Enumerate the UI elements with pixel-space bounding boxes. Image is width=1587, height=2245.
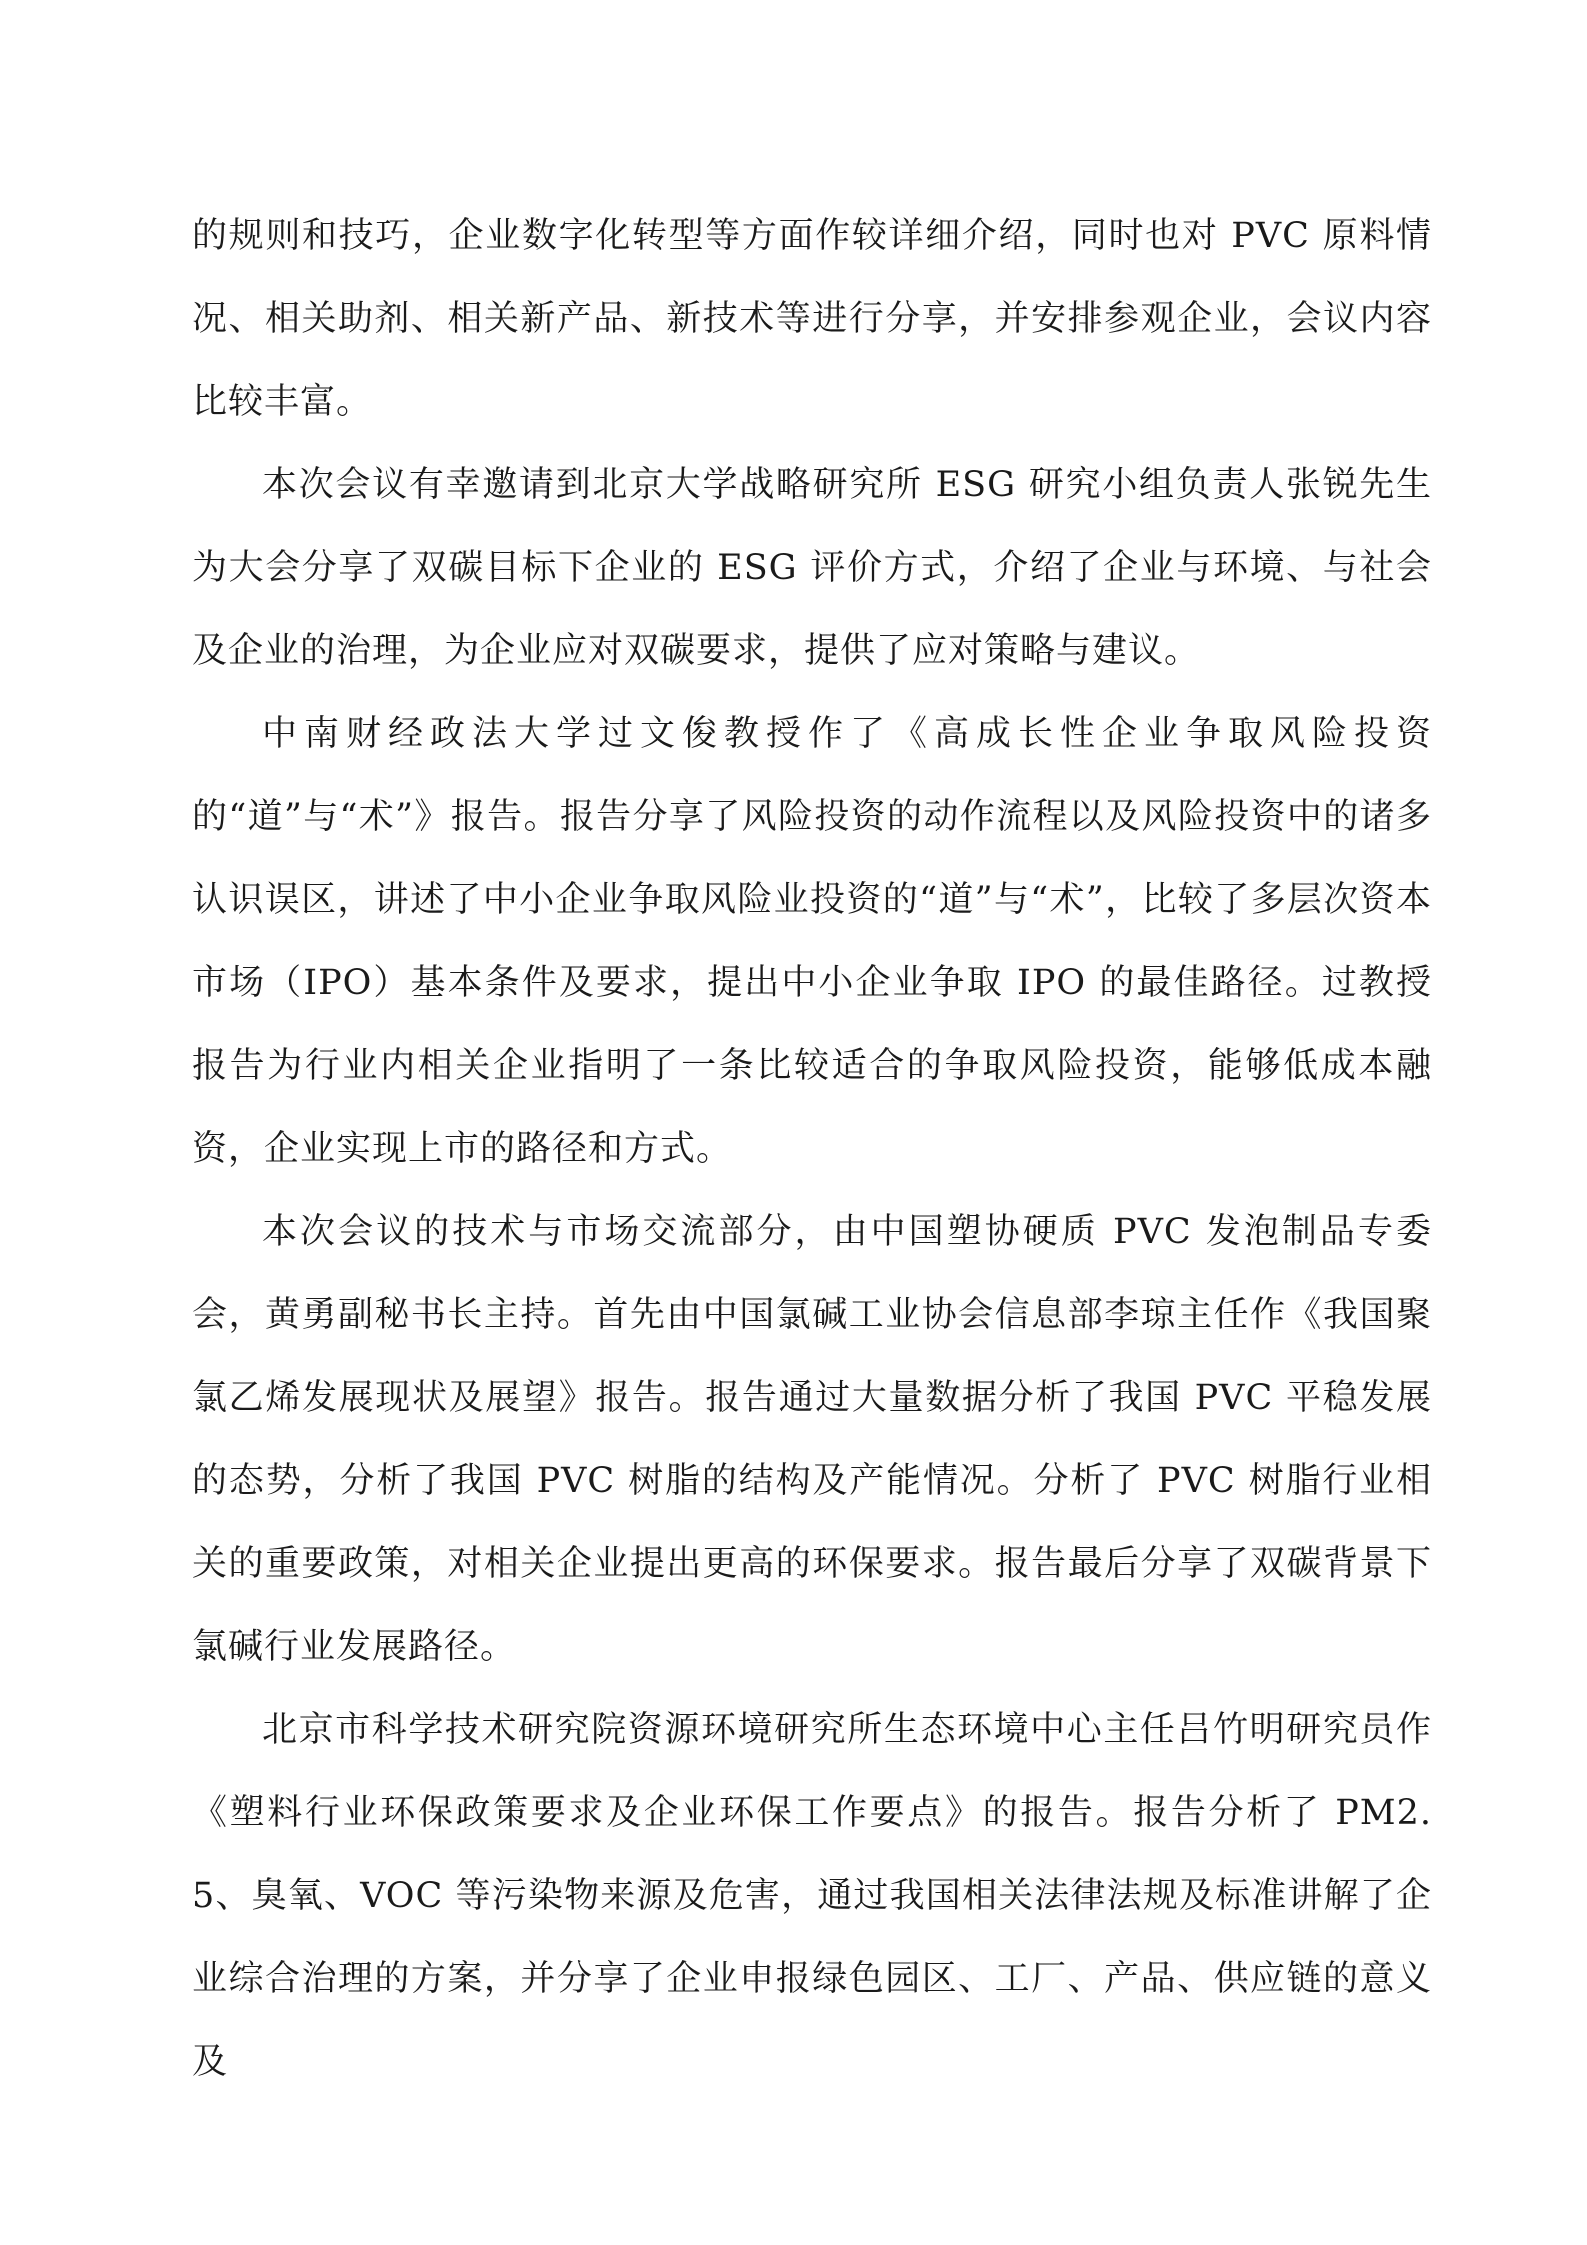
paragraph-continuation: 的规则和技巧，企业数字化转型等方面作较详细介绍，同时也对 PVC 原料情况、相关助剂、相关新产品、新技术等进行分享，并安排参观企业，会议内容比较丰富。 xyxy=(192,216,1432,422)
paragraph-pvc-market-report: 本次会议的技术与市场交流部分，由中国塑协硬质 PVC 发泡制品专委会，黄勇副秘书长主持。首先由中国氯碱工业协会信息部李琼主任作《我国聚氯乙烯发展现状及展望》报告。报告通过大量数据分析了我国 PVC 平稳发展的态势，分析了我国 PVC 树脂的结构及产能情况。分析了 PVC 树脂行业相关的重要政策，对相关企业提出更高的环保要求。报告最后分享了双碳背景下氯碱行业发展路径。 xyxy=(192,1212,1432,1667)
paragraph-esg-speaker: 本次会议有幸邀请到北京大学战略研究所 ESG 研究小组负责人张锐先生为大会分享了双碳目标下企业的 ESG 评价方式，介绍了企业与环境、与社会及企业的治理，为企业应对双碳要求，提供了应对策略与建议。 xyxy=(192,465,1432,671)
document-body xyxy=(192,195,1432,2104)
paragraph-environmental-policy-report: 北京市科学技术研究院资源环境研究所生态环境中心主任吕竹明研究员作《塑料行业环保政策要求及企业环保工作要点》的报告。报告分析了 PM2.5、臭氧、VOC 等污染物来源及危害，通过我国相关法律法规及标准讲解了企业综合治理的方案，并分享了企业申报绿色园区、工厂、产品、供应链的意义及 xyxy=(192,1710,1432,2082)
paragraph-venture-capital-report: 中南财经政法大学过文俊教授作了《高成长性企业争取风险投资的“道”与“术”》报告。报告分享了风险投资的动作流程以及风险投资中的诸多认识误区，讲述了中小企业争取风险业投资的“道”与“术”，比较了多层次资本市场（IPO）基本条件及要求，提出中小企业争取 IPO 的最佳路径。过教授报告为行业内相关企业指明了一条比较适合的争取风险投资，能够低成本融资，企业实现上市的路径和方式。 xyxy=(192,714,1432,1169)
